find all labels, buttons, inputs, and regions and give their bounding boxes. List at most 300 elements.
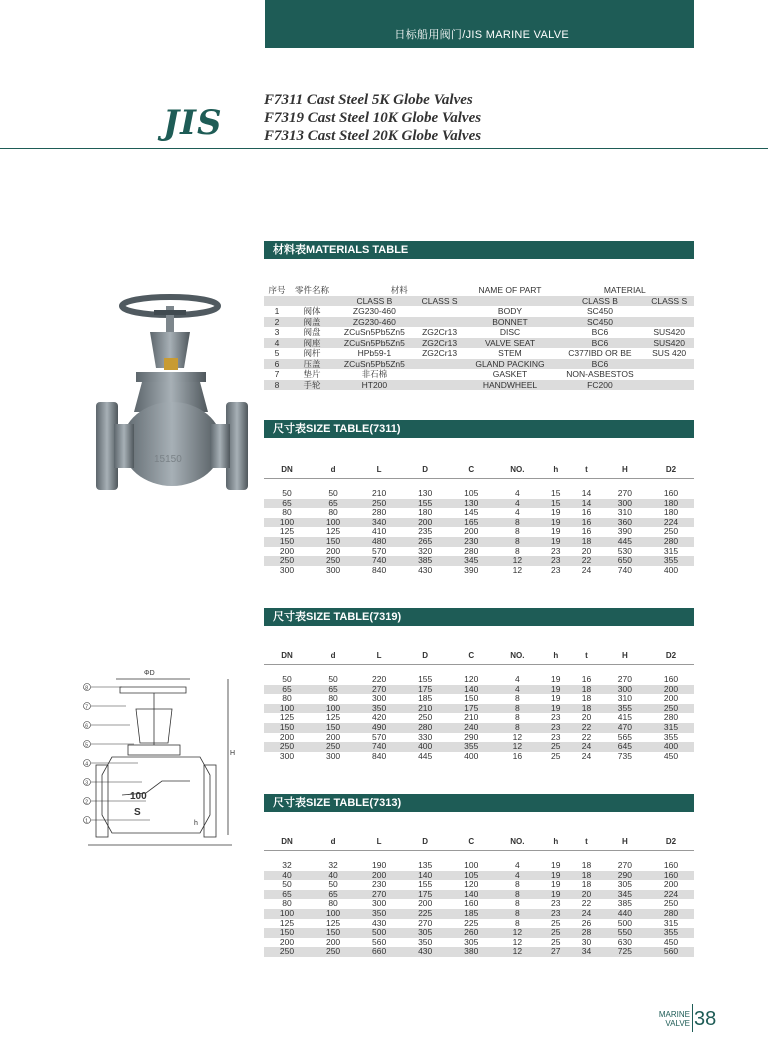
size-7311-header (264, 462, 694, 479)
table-cell: 250 (310, 742, 356, 752)
table-cell: 350 (356, 909, 402, 919)
materials-row (264, 369, 694, 380)
table-cell: 250 (356, 499, 402, 509)
footer-label (652, 1010, 690, 1028)
table-cell: 140 (448, 685, 494, 695)
table-cell: 550 (602, 928, 648, 938)
size-header-cell: DN (281, 651, 293, 661)
table-cell: 400 (402, 742, 448, 752)
size-header-cell: L (376, 651, 382, 661)
table-cell: 20 (571, 890, 602, 900)
table-cell: 210 (464, 712, 479, 723)
banner-text: 日标船用阀门/JIS MARINE VALVE (394, 29, 569, 41)
table-cell: 310 (617, 693, 632, 704)
table-cell: 50 (282, 879, 292, 890)
table-cell: 50 (328, 488, 338, 498)
callout-number: 5 (85, 742, 89, 749)
table-cell: 8 (494, 518, 540, 528)
table-cell: 355 (648, 928, 694, 938)
table-cell: 65 (264, 685, 310, 695)
callout-number: 8 (85, 685, 89, 692)
table-cell: 18 (571, 537, 602, 547)
table-cell: 32 (328, 860, 338, 870)
table-cell: 22 (581, 731, 592, 742)
table-cell: 100 (310, 518, 356, 528)
table-cell: 22 (571, 723, 602, 733)
table-cell: 250 (264, 556, 310, 566)
title-f7319: F7319 Cast Steel 10K Globe Valves (264, 110, 482, 126)
table-cell: 18 (571, 871, 602, 881)
table-cell: 14 (581, 488, 592, 498)
table-cell: 290 (464, 731, 479, 742)
table-cell: 210 (402, 704, 448, 714)
table-cell: 490 (356, 723, 402, 733)
table-cell: 150 (310, 537, 356, 547)
table-cell: 65 (310, 499, 356, 509)
table-cell: 565 (617, 731, 632, 742)
materials-row (264, 306, 694, 317)
table-cell: 300 (372, 898, 387, 909)
table-cell: 4 (494, 871, 540, 881)
size-header-cell: h (553, 651, 559, 661)
table-cell: 200 (325, 731, 341, 742)
table-cell: 280 (663, 712, 679, 723)
table-cell: 385 (402, 556, 448, 566)
table-cell: 320 (418, 545, 433, 556)
table-cell: 240 (448, 723, 494, 733)
table-cell: 280 (402, 723, 448, 733)
table-cell: 470 (602, 723, 648, 733)
size-header-cell: H (621, 465, 628, 475)
table-cell: 150 (464, 693, 479, 704)
table-cell: 410 (372, 526, 387, 537)
table-cell: 300 (279, 750, 295, 761)
table-cell: 25 (551, 750, 561, 761)
table-cell: 23 (540, 556, 571, 566)
table-cell: 80 (282, 507, 292, 518)
table-cell: 18 (571, 704, 602, 714)
table-cell: 330 (418, 731, 433, 742)
table-cell: 18 (571, 685, 602, 695)
table-cell: 50 (282, 488, 292, 498)
table-cell: 12 (512, 731, 523, 742)
table-cell: 8 (514, 879, 520, 890)
table-cell: 12 (494, 742, 540, 752)
table-cell: 175 (402, 890, 448, 900)
size-header-cell: L (376, 837, 382, 847)
materials-cell (415, 306, 465, 317)
table-cell: 180 (648, 499, 694, 509)
callout-number: 6 (85, 723, 89, 730)
table-cell: 305 (617, 879, 632, 890)
materials-cell: 手轮 (290, 380, 334, 391)
materials-cell: 阀杆 (303, 348, 321, 358)
table-cell: 125 (325, 526, 341, 537)
size-header-cell: d (330, 465, 336, 475)
materials-class-b: CLASS B (334, 296, 415, 307)
materials-cell: 阀座 (290, 338, 334, 349)
table-cell: 105 (464, 488, 479, 498)
table-cell: 24 (581, 564, 592, 575)
table-cell: 80 (282, 898, 292, 909)
table-cell: 355 (663, 731, 679, 742)
table-cell: 530 (617, 545, 632, 556)
materials-cell (415, 380, 465, 391)
page-number: 38 (694, 1008, 717, 1030)
table-cell: 345 (602, 890, 648, 900)
mark-h-small: h (194, 820, 198, 827)
table-cell: 100 (310, 909, 356, 919)
table-cell: 16 (581, 526, 592, 537)
table-cell: 19 (540, 890, 571, 900)
table-cell: 224 (648, 518, 694, 528)
materials-cell: 5 (274, 348, 280, 358)
materials-header-material: MATERIAL (603, 285, 646, 295)
table-cell: 19 (540, 871, 571, 881)
size-header-cell: D (422, 465, 429, 475)
table-cell: 12 (512, 564, 523, 575)
jis-logo: JIS (163, 103, 223, 143)
materials-cell: NON-ASBESTOS (566, 369, 634, 379)
table-cell: 19 (551, 526, 561, 537)
materials-cell: 1 (274, 306, 280, 316)
materials-cell: DISC (499, 327, 521, 337)
size-table-7319 (264, 648, 694, 761)
table-cell: 250 (264, 742, 310, 752)
table-cell: 19 (551, 879, 561, 890)
table-cell: 19 (540, 537, 571, 547)
table-cell: 80 (328, 898, 338, 909)
size-header-cell: h (553, 465, 559, 475)
table-cell: 280 (372, 507, 387, 518)
size-header-cell: t (585, 465, 588, 475)
table-cell: 415 (617, 712, 632, 723)
table-cell: 23 (540, 723, 571, 733)
table-cell: 19 (551, 674, 561, 684)
table-cell: 185 (418, 693, 433, 704)
table-cell: 300 (279, 564, 295, 575)
table-cell: 12 (494, 947, 540, 957)
materials-cell (415, 369, 465, 380)
table-cell: 315 (648, 723, 694, 733)
materials-cell: BC6 (556, 338, 645, 349)
table-cell: 12 (494, 556, 540, 566)
footer-marine: MARINE (658, 1010, 690, 1019)
table-cell: 180 (418, 507, 433, 518)
size-7311-title: 尺寸表SIZE TABLE(7311) (264, 420, 694, 438)
size-7313-header (264, 834, 694, 851)
table-cell: 12 (512, 936, 523, 947)
materials-cell (415, 359, 465, 370)
footer-rule (692, 1004, 693, 1032)
table-row (264, 752, 694, 762)
table-cell: 190 (372, 860, 387, 870)
table-cell: 260 (448, 928, 494, 938)
size-header-cell: d (330, 651, 336, 661)
materials-row (264, 380, 694, 391)
table-cell: 16 (581, 507, 592, 518)
materials-cell (415, 317, 465, 328)
svg-text:15150: 15150 (154, 454, 182, 465)
materials-cell: SUS420 (644, 338, 694, 349)
table-cell: 210 (372, 488, 387, 498)
table-cell: 18 (581, 879, 592, 890)
table-cell: 100 (264, 704, 310, 714)
table-cell: 645 (602, 742, 648, 752)
table-cell: 27 (540, 947, 571, 957)
table-cell: 4 (514, 860, 520, 870)
table-cell: 400 (464, 750, 479, 761)
table-cell: 100 (264, 909, 310, 919)
size-header-cell: NO. (510, 837, 525, 847)
materials-cell: BC6 (556, 359, 645, 370)
size-7313-title: 尺寸表SIZE TABLE(7313) (264, 794, 694, 812)
size-header-cell: t (585, 837, 588, 847)
materials-cell (644, 306, 694, 317)
table-cell: 12 (494, 928, 540, 938)
table-cell: 125 (325, 712, 341, 723)
size-header-cell: NO. (510, 465, 525, 475)
table-cell: 160 (648, 871, 694, 881)
table-cell: 140 (448, 890, 494, 900)
table-cell: 230 (372, 879, 387, 890)
table-cell: 200 (325, 936, 341, 947)
callout-number: 7 (85, 704, 89, 711)
table-cell: 305 (402, 928, 448, 938)
materials-cell: BODY (497, 306, 523, 316)
table-cell: 350 (418, 936, 433, 947)
table-cell: 80 (328, 693, 338, 704)
materials-cell: 3 (274, 327, 280, 337)
table-cell: 280 (464, 545, 479, 556)
materials-cell: SUS420 (653, 327, 685, 337)
table-cell: 150 (310, 723, 356, 733)
table-cell: 300 (602, 499, 648, 509)
materials-cell: BC6 (591, 327, 609, 337)
materials-cell: HANDWHEEL (464, 380, 555, 391)
table-cell: 125 (325, 917, 341, 928)
materials-cell: ZG2Cr13 (415, 338, 465, 349)
materials-cell: 4 (264, 338, 290, 349)
header-rule (0, 148, 768, 149)
table-cell: 230 (448, 537, 494, 547)
materials-header-row-2 (264, 296, 694, 307)
table-cell: 25 (540, 928, 571, 938)
table-cell: 185 (448, 909, 494, 919)
table-cell: 250 (264, 947, 310, 957)
table-cell: 224 (648, 890, 694, 900)
size-header-cell: L (376, 465, 382, 475)
size-header-cell: H (621, 837, 628, 847)
materials-title: 材料表MATERIALS TABLE (264, 241, 694, 259)
table-cell: 8 (494, 909, 540, 919)
table-cell: 105 (448, 871, 494, 881)
materials-cell (644, 369, 694, 380)
table-cell: 8 (514, 545, 520, 556)
table-cell: 30 (581, 936, 592, 947)
table-cell: 8 (514, 712, 520, 723)
table-cell: 740 (356, 742, 402, 752)
table-cell: 19 (551, 860, 561, 870)
materials-cell: ZG2Cr13 (422, 327, 458, 337)
table-cell: 250 (310, 947, 356, 957)
materials-cell: 6 (264, 359, 290, 370)
table-cell: 4 (514, 488, 520, 498)
size-header-cell: DN (281, 837, 293, 847)
size-header-cell: D (422, 837, 429, 847)
table-cell: 25 (540, 742, 571, 752)
materials-row (264, 348, 694, 359)
materials-cell (644, 317, 694, 328)
table-cell: 200 (418, 898, 433, 909)
table-cell: 300 (325, 750, 341, 761)
table-cell: 150 (264, 928, 310, 938)
table-cell: 270 (356, 685, 402, 695)
table-cell: 65 (264, 890, 310, 900)
table-cell: 65 (264, 499, 310, 509)
materials-row (264, 317, 694, 328)
size-header-cell: C (468, 651, 475, 661)
table-cell: 4 (514, 674, 520, 684)
materials-cell: 垫片 (303, 369, 321, 379)
materials-cell: FC200 (556, 380, 645, 391)
table-cell: 20 (581, 712, 592, 723)
size-header-cell: h (553, 837, 559, 847)
table-cell: 24 (571, 909, 602, 919)
table-cell: 150 (310, 928, 356, 938)
table-cell: 430 (402, 947, 448, 957)
size-header-cell: C (468, 465, 475, 475)
table-cell: 50 (328, 879, 338, 890)
table-cell: 125 (279, 526, 295, 537)
table-cell: 160 (464, 898, 479, 909)
table-row (264, 566, 694, 576)
mark-s: S (134, 807, 141, 818)
table-cell: 8 (514, 917, 520, 928)
table-cell: 430 (418, 564, 433, 575)
valve-section-drawing (82, 665, 252, 850)
materials-class-b-en: CLASS B (556, 296, 645, 307)
materials-cell (644, 359, 694, 370)
materials-cell: C377IBD OR BE (568, 348, 632, 358)
table-cell: 120 (464, 879, 479, 890)
table-cell: 80 (282, 693, 292, 704)
table-cell: 450 (663, 750, 679, 761)
table-cell: 350 (356, 704, 402, 714)
mark-h: H (230, 750, 236, 757)
table-cell: 500 (617, 917, 632, 928)
callout-number: 2 (85, 799, 89, 806)
table-cell: 570 (372, 545, 387, 556)
table-cell: 355 (602, 704, 648, 714)
table-cell: 200 (279, 936, 295, 947)
materials-cell: 7 (274, 369, 280, 379)
mark-phid: ΦD (144, 670, 155, 677)
materials-cell: 非石棉 (361, 369, 388, 379)
table-cell: 16 (512, 750, 523, 761)
materials-cell: VALVE SEAT (464, 338, 555, 349)
table-cell: 560 (648, 947, 694, 957)
size-header-cell: D2 (665, 465, 677, 475)
table-cell: 180 (663, 507, 679, 518)
table-cell: 8 (494, 704, 540, 714)
table-cell: 445 (602, 537, 648, 547)
materials-cell: 压盖 (290, 359, 334, 370)
table-cell: 420 (372, 712, 387, 723)
table-cell: 300 (372, 693, 387, 704)
table-cell: 280 (648, 537, 694, 547)
table-cell: 570 (372, 731, 387, 742)
table-cell: 400 (648, 742, 694, 752)
top-banner (265, 0, 694, 48)
table-cell: 8 (494, 537, 540, 547)
materials-cell: ZG2Cr13 (422, 348, 458, 358)
materials-row (264, 327, 694, 338)
table-cell: 19 (551, 507, 561, 518)
materials-header-part: 零件名称 (294, 285, 329, 295)
table-cell: 120 (464, 674, 479, 684)
materials-cell (644, 380, 694, 391)
table-cell: 8 (494, 890, 540, 900)
size-7319-header (264, 648, 694, 665)
table-cell: 20 (581, 545, 592, 556)
table-cell: 125 (279, 917, 295, 928)
table-cell: 155 (418, 879, 433, 890)
table-cell: 125 (279, 712, 295, 723)
materials-cell: 阀盘 (303, 327, 321, 337)
size-table-7311 (264, 462, 694, 575)
size-header-cell: D2 (665, 651, 677, 661)
table-row (264, 947, 694, 957)
table-cell: 200 (663, 693, 679, 704)
callout-number: 1 (85, 818, 89, 825)
table-cell: 280 (648, 909, 694, 919)
product-titles (264, 91, 481, 145)
table-cell: 390 (617, 526, 632, 537)
materials-cell: 8 (264, 380, 290, 391)
table-cell: 100 (310, 704, 356, 714)
table-cell: 34 (571, 947, 602, 957)
table-cell: 23 (540, 909, 571, 919)
title-f7311: F7311 Cast Steel 5K Globe Valves (264, 92, 473, 108)
table-cell: 4 (514, 507, 520, 518)
callout-number: 4 (85, 761, 89, 768)
table-cell: 25 (551, 917, 561, 928)
table-cell: 250 (648, 704, 694, 714)
size-header-cell: NO. (510, 651, 525, 661)
materials-header-name: NAME OF PART (478, 285, 542, 295)
table-cell: 40 (264, 871, 310, 881)
table-cell: 16 (571, 518, 602, 528)
materials-cell: ZG230-460 (352, 306, 396, 316)
table-cell: 740 (356, 556, 402, 566)
table-cell: 300 (602, 685, 648, 695)
size-7319-title: 尺寸表SIZE TABLE(7319) (264, 608, 694, 626)
table-cell: 135 (418, 860, 433, 870)
materials-cell: 阀盖 (290, 317, 334, 328)
materials-header-no: 序号 (268, 285, 286, 295)
table-cell: 175 (448, 704, 494, 714)
table-cell: 8 (514, 898, 520, 909)
materials-class-s-en: CLASS S (644, 296, 694, 307)
table-cell: 165 (448, 518, 494, 528)
globe-valve-photo (92, 294, 252, 504)
table-cell: 270 (617, 860, 632, 870)
table-cell: 14 (571, 499, 602, 509)
materials-cell: GASKET (492, 369, 528, 379)
table-cell: 305 (464, 936, 479, 947)
materials-cell: SUS 420 (652, 348, 687, 358)
